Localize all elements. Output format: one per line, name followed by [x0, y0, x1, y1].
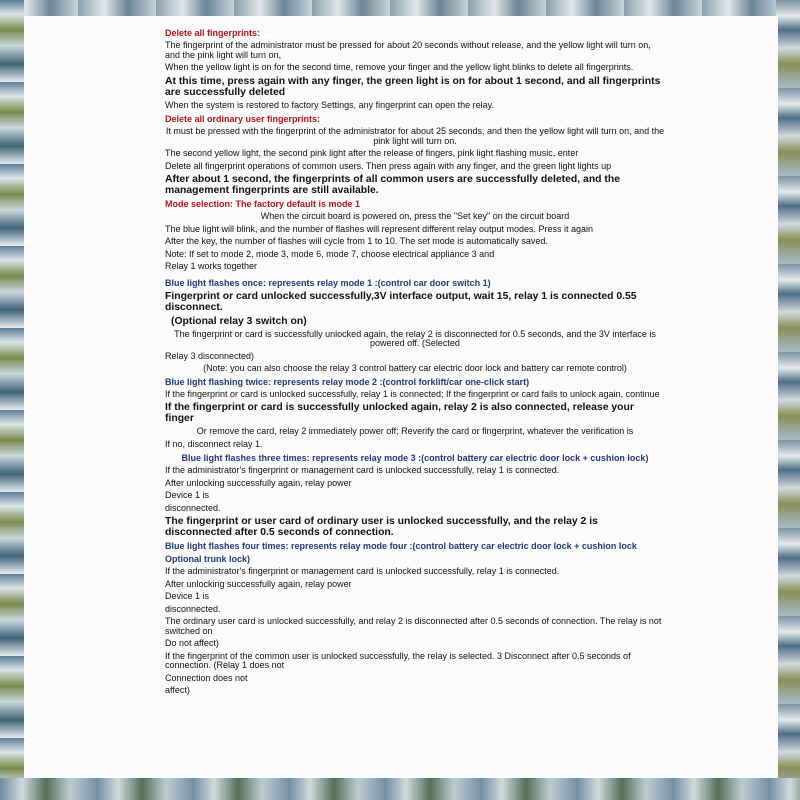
text-line: After about 1 second, the fingerprints of all common users are successfully deleted, and the management fingerprints are still available. — [165, 174, 620, 196]
text-line: If no, disconnect relay 1. — [165, 438, 263, 449]
section-heading: Delete all fingerprints: — [165, 28, 261, 38]
text-line: The fingerprint or user card of ordinary user is unlocked successfully, and the relay 2 is disconnected after 0.5 seconds of connection. — [165, 516, 598, 538]
background-photo-bottom — [0, 778, 800, 800]
section-s1 — [165, 28, 665, 110]
section-heading: Blue light flashing twice: represents relay mode 2 :(control forklift/car one-click start) — [165, 376, 530, 387]
section-heading: Blue light flashes once: represents relay mode 1 :(control car door switch 1) — [165, 277, 491, 288]
text-line: The second yellow light, the second pink light after the release of fingers, pink light flashing music, enter — [165, 148, 579, 158]
text-line: Note: If set to mode 2, mode 3, mode 6, mode 7, choose electrical appliance 3 and — [165, 248, 495, 259]
text-line: Relay 1 works together — [165, 261, 258, 271]
text-line: If the fingerprint or card is successfully unlocked again, relay 2 is also connected, release your finger — [165, 402, 634, 424]
text-line: (Optional relay 3 switch on) — [171, 315, 307, 327]
text-line: After unlocking successfully again, relay power — [165, 477, 352, 488]
text-line: When the circuit board is powered on, press the "Set key" on the circuit board — [260, 211, 570, 221]
section-s2 — [165, 114, 665, 196]
instruction-sheet — [24, 16, 778, 778]
text-line: Relay 3 disconnected) — [165, 350, 255, 361]
text-line: The fingerprint of the administrator must be pressed for about 20 seconds without release, and the yellow light will turn on, and the pink light will turn on, — [165, 40, 651, 60]
section-heading: Mode selection: The factory default is mode 1 — [165, 199, 361, 209]
section-s4 — [165, 278, 665, 374]
text-line: Delete all fingerprint operations of common users. Then press again with any finger, and the green light lights up — [165, 160, 612, 171]
text-line: Connection does not — [165, 672, 248, 683]
background-photo-left — [0, 0, 24, 800]
section-s6 — [165, 453, 665, 538]
text-line: The fingerprint or card is successfully unlocked again, the relay 2 is disconnected for 0.5 seconds, and the 3V interface is powered off. (Selected — [174, 328, 656, 348]
text-line: If the administrator's fingerprint or management card is unlocked successfully, relay 1 is connected. — [165, 465, 560, 475]
text-line: If the fingerprint or card is unlocked successfully, relay 1 is connected; If the fingerprint or card fails to unlock again, continue — [165, 388, 660, 399]
section-heading: Optional trunk lock) — [165, 554, 251, 564]
text-line: (Note: you can also choose the relay 3 control battery car electric door lock and battery car remote control) — [203, 363, 627, 373]
text-line: After unlocking successfully again, relay power — [165, 578, 352, 589]
section-heading: Delete all ordinary user fingerprints: — [165, 114, 321, 124]
text-line: If the fingerprint of the common user is unlocked successfully, the relay is selected. 3 Disconnect after 0.5 seconds of connection. (Relay 1 does not — [165, 650, 631, 670]
text-line: Do not affect) — [165, 638, 219, 648]
section-s3 — [165, 199, 665, 272]
text-line: After the key, the number of flashes will cycle from 1 to 10. The set mode is automatically saved. — [165, 236, 548, 246]
text-line: The ordinary user card is unlocked successfully, and relay 2 is disconnected after 0.5 seconds of connection. The relay is not switched on — [165, 616, 662, 636]
instruction-text — [165, 28, 665, 696]
text-line: If the administrator's fingerprint or management card is unlocked successfully, relay 1 is connected. — [165, 566, 560, 576]
text-line: Or remove the card, relay 2 immediately power off; Reverify the card or fingerprint, whatever the verification is — [196, 426, 634, 436]
text-line: Fingerprint or card unlocked successfully,3V interface output, wait 15, relay 1 is connected 0.55 disconnect. — [165, 290, 637, 313]
text-line: It must be pressed with the fingerprint of the administrator for about 25 seconds, and then the yellow light will turn on, and the pink light will turn on. — [165, 126, 665, 146]
text-line: disconnected. — [165, 502, 221, 513]
section-heading: Blue light flashes three times: represents relay mode 3 :(control battery car electric door lock + cushion lock) — [181, 453, 649, 463]
section-s5 — [165, 377, 665, 450]
text-line: Device 1 is — [165, 490, 210, 500]
text-line: When the system is restored to factory Settings, any fingerprint can open the relay. — [165, 99, 494, 110]
section-s7 — [165, 541, 665, 696]
text-line: At this time, press again with any finger, the green light is on for about 1 second, and all fingerprints are successfully deleted — [165, 75, 661, 98]
section-heading: Blue light flashes four times: represents relay mode four :(control battery car electric door lock + cushion lock — [165, 541, 637, 551]
text-line: affect) — [165, 685, 190, 695]
text-line: When the yellow light is on for the second time, remove your finger and the yellow light blinks to delete all fingerprints. — [165, 62, 634, 72]
text-line: Device 1 is — [165, 591, 210, 601]
text-line: disconnected. — [165, 603, 221, 614]
text-line: The blue light will blink, and the number of flashes will represent different relay output modes. Press it again — [165, 223, 594, 234]
background-photo-right — [776, 0, 800, 800]
background-photo-top — [0, 0, 800, 16]
